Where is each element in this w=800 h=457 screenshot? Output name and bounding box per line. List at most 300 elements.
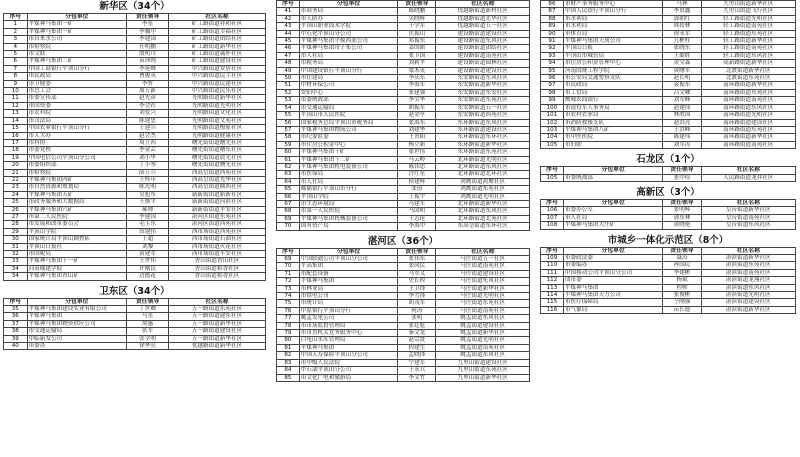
row-unit: 平煤神马集团机电装备公司 xyxy=(299,163,398,170)
row-leader: 陈建忠 xyxy=(127,117,169,124)
row-leader: 程帅 xyxy=(663,284,701,291)
row-unit: 中国工商银行平顶山分行 xyxy=(27,65,127,72)
row-leader: 王振宇 xyxy=(398,193,436,200)
row-leader: 黄曙军 xyxy=(663,67,701,74)
row-unit: 市市场监督管理局 xyxy=(299,322,398,329)
table-row xyxy=(4,258,266,265)
row-number: 36 xyxy=(4,313,28,320)
row-unit: 平煤神马集团十一矿 xyxy=(27,258,127,265)
row-unit: 市交通运输局 xyxy=(299,104,398,111)
row-community: 马庄街道光明社区 xyxy=(436,293,530,300)
row-leader: 刘军峰 xyxy=(663,97,701,104)
row-leader: 张明辉 xyxy=(663,207,701,214)
row-number: 19 xyxy=(4,154,28,161)
table-weidong xyxy=(3,298,266,351)
row-unit: 市发展和改革委员会 xyxy=(27,221,127,228)
row-leader: 李延峰 xyxy=(127,65,169,72)
row-leader: 李文竹 xyxy=(398,374,436,381)
row-unit: 平煤神马集团 xyxy=(27,313,127,320)
row-leader: 梁木英 xyxy=(398,67,436,74)
row-number: 27 xyxy=(4,213,28,220)
table-row xyxy=(4,80,266,87)
row-community: 南环路街道东风社区 xyxy=(701,104,795,111)
row-unit: 市工信局 xyxy=(563,89,662,96)
row-leader: 陈伟忠 xyxy=(398,163,436,170)
table-row xyxy=(4,117,266,124)
table-row xyxy=(277,45,530,52)
row-number: 63 xyxy=(277,171,300,178)
row-community: 南环路街道南苑社区 xyxy=(701,141,795,148)
row-community: 湛滨街道光明社区 xyxy=(701,292,795,299)
row-community: 湛滨街道龙翔社区 xyxy=(701,277,795,284)
row-leader: 杨立新 xyxy=(398,141,436,148)
row-number: 83 xyxy=(277,359,300,366)
row-unit: 河南国规工程学院 xyxy=(563,67,662,74)
row-leader: 吴旭东 xyxy=(127,191,169,198)
row-number: 71 xyxy=(277,270,300,277)
row-unit: 国家统计局平顶山调查队 xyxy=(27,236,127,243)
row-number: 46 xyxy=(277,45,300,52)
row-number: 51 xyxy=(277,82,300,89)
table-row xyxy=(541,306,796,313)
table-row xyxy=(4,36,266,43)
row-number: 43 xyxy=(277,23,300,30)
row-number: 17 xyxy=(4,139,28,146)
header-leader: 责任领导 xyxy=(127,298,169,305)
row-leader: 杨斌 xyxy=(663,277,701,284)
table-row xyxy=(4,21,266,28)
table-row xyxy=(277,38,530,45)
row-community: 轻工路街道南苑社区 xyxy=(701,23,795,30)
table-row xyxy=(4,51,266,58)
row-number: 4 xyxy=(4,43,28,50)
row-unit: 鹰城农商银行 xyxy=(563,97,662,104)
header-unit: 分包单位 xyxy=(27,14,127,21)
row-community: 优越路街道五一社区 xyxy=(436,23,530,30)
row-community: 东安路街道东风社区 xyxy=(436,75,530,82)
row-community: 北环路街道北苑社区 xyxy=(436,215,530,222)
row-community: 光明路街道燎原社区 xyxy=(169,125,266,132)
row-community: 鸿鹰街道东苑社区 xyxy=(436,186,530,193)
row-leader: 王焕平 xyxy=(127,199,169,206)
table-row xyxy=(277,263,530,270)
row-number: 70 xyxy=(277,223,300,230)
row-community: 北环路街道光明社区 xyxy=(436,156,530,163)
row-unit: 市退役军人事务局 xyxy=(563,104,662,111)
row-unit: 中石油平顶山分公司 xyxy=(299,367,398,374)
row-community: 北环路街道新华社区 xyxy=(436,200,530,207)
row-unit: 市农科院 xyxy=(27,110,127,117)
row-leader: 程建生 xyxy=(398,344,436,351)
row-community: 新新街街道平安社区 xyxy=(169,206,266,213)
table-row xyxy=(4,88,266,95)
row-number: 62 xyxy=(277,163,300,170)
header-community: 社区名称 xyxy=(169,298,266,305)
row-unit: 中国人民银行平顶山分行 xyxy=(563,8,662,15)
row-community: 鸿鹰街道鸿鹰社区 xyxy=(436,178,530,185)
row-leader: 苗长德 xyxy=(663,306,701,313)
row-community: 姚孟街道新华社区 xyxy=(436,330,530,337)
row-unit: 市水利局 xyxy=(563,15,662,22)
table-row xyxy=(277,171,530,178)
row-leader: 徐永军 xyxy=(663,30,701,37)
row-number: 57 xyxy=(277,126,300,133)
table-row xyxy=(277,149,530,156)
table-row xyxy=(4,251,266,258)
table-row xyxy=(277,359,530,366)
row-community: 湛滨街道东风社区 xyxy=(701,284,795,291)
table-row xyxy=(4,125,266,132)
row-leader: 吴晓辉 xyxy=(398,15,436,22)
header-community: 社区名称 xyxy=(436,248,530,255)
row-community: 鸿鹰街道光明社区 xyxy=(436,193,530,200)
row-unit: 市委组织部 xyxy=(27,162,127,169)
row-leader: 陈光明 xyxy=(127,184,169,191)
row-leader: 黄宝森 xyxy=(663,60,701,67)
row-number: 7 xyxy=(4,65,28,72)
table-row xyxy=(277,67,530,74)
row-unit: 市统计局 xyxy=(299,300,398,307)
row-number: 61 xyxy=(277,156,300,163)
section-title-zhanhe: 湛河区（36个） xyxy=(367,235,439,247)
row-unit: 平煤神马集团大庄矿 xyxy=(563,222,662,229)
row-community: 轻工路街道新华社区 xyxy=(701,38,795,45)
row-unit: 平高集团 xyxy=(299,263,398,270)
row-number: 70 xyxy=(277,263,300,270)
table-row xyxy=(277,315,530,322)
row-unit: 市民政局 xyxy=(27,73,127,80)
row-leader: 陈晓鹏 xyxy=(398,8,436,15)
table-row xyxy=(277,352,530,359)
row-leader: 赵会杰 xyxy=(127,132,169,139)
row-number: 108 xyxy=(541,222,564,229)
header-leader: 责任领导 xyxy=(663,199,701,206)
table-row xyxy=(541,207,796,214)
row-community: 香山街道稻香社区 xyxy=(169,273,266,280)
row-leader: 赵洪亮 xyxy=(663,119,701,126)
row-community: 中兴路街道民乐社区 xyxy=(169,88,266,95)
row-unit: 市财产事务服务中心 xyxy=(563,1,662,8)
row-number: 40 xyxy=(4,343,28,350)
row-leader: 张晓东 xyxy=(663,45,701,52)
row-number: 73 xyxy=(277,285,300,292)
row-unit: 市住房公积金管理中心 xyxy=(563,60,662,67)
table-row xyxy=(4,306,266,313)
row-community: 建设路街道东风社区 xyxy=(436,38,530,45)
table-row xyxy=(4,228,266,235)
row-unit: 市国资委 xyxy=(27,102,127,109)
row-leader: 李金芸 xyxy=(127,147,169,154)
table-row xyxy=(277,193,530,200)
table-row xyxy=(4,162,266,169)
table-row xyxy=(4,335,266,342)
row-leader: 曹俊英 xyxy=(127,73,169,80)
header-unit: 分包单位 xyxy=(299,1,398,8)
row-community: 曙光街街道曙光社区 xyxy=(169,162,266,169)
row-number: 1 xyxy=(4,21,28,28)
row-number: 34 xyxy=(4,265,28,272)
table-row xyxy=(277,367,530,374)
row-number: 9 xyxy=(4,80,28,87)
table-row xyxy=(541,292,796,299)
row-community: 北环路街道东风社区 xyxy=(436,163,530,170)
row-unit: 邮储银行平顶山市分行 xyxy=(299,186,398,193)
row-community: 建设路街道园林社区 xyxy=(436,60,530,67)
table-row xyxy=(541,15,796,22)
table-row xyxy=(4,147,266,154)
row-leader: 胡茂军 xyxy=(398,300,436,307)
table-row xyxy=(541,38,796,45)
table-row xyxy=(541,52,796,59)
table-body-xinhua xyxy=(4,21,266,280)
row-community: 建设路街道建设社区 xyxy=(436,67,530,74)
row-community: 新新街街道河滨社区 xyxy=(169,199,266,206)
table-zhanhe-continued xyxy=(540,0,796,149)
row-unit: 中国电信公司平顶山分公司 xyxy=(27,154,127,161)
row-community: 东环路街道建设社区 xyxy=(436,126,530,133)
row-leader: 史长程 xyxy=(398,278,436,285)
table-row xyxy=(4,43,266,50)
row-leader: 王世伟 xyxy=(127,258,169,265)
table-row xyxy=(4,73,266,80)
row-community: 矿工路街道祥和社区 xyxy=(169,21,266,28)
row-community: 九里山街道东苑社区 xyxy=(436,367,530,374)
row-number: 23 xyxy=(4,184,28,191)
row-leader: 张伟东 xyxy=(398,256,436,263)
row-number: 102 xyxy=(541,119,564,126)
row-unit: 平煤神马集团机械装备公司 xyxy=(299,215,398,222)
row-leader: 李宝华 xyxy=(398,97,436,104)
row-unit: 平煤神马集团二矿 xyxy=(27,58,127,65)
row-number: 28 xyxy=(4,221,28,228)
row-number: 13 xyxy=(4,110,28,117)
row-unit: 中材环保公司 xyxy=(299,82,398,89)
row-leader: 张廷乾 xyxy=(398,322,436,329)
section-title-weidong: 卫东区（34个） xyxy=(99,285,170,297)
row-community: 南环路街道南苑社区 xyxy=(701,97,795,104)
header-leader: 责任领导 xyxy=(663,247,701,254)
table-row xyxy=(4,243,266,250)
row-unit: 平煤神马集团 xyxy=(563,284,662,291)
table-row xyxy=(541,284,796,291)
row-unit: 市商务局 xyxy=(299,8,398,15)
row-number: 10 xyxy=(4,88,28,95)
row-community: 湛滨街道新华社区 xyxy=(701,306,795,313)
header-leader: 责任领导 xyxy=(127,14,169,21)
table-row xyxy=(4,58,266,65)
row-unit: 市人大办 xyxy=(27,132,127,139)
table-chengxiang xyxy=(540,247,796,315)
row-community: 优越路街道光华社区 xyxy=(436,15,530,22)
row-unit: 平煤神马集团一矿 xyxy=(27,28,127,35)
row-leader: 刘军涛 xyxy=(663,141,701,148)
row-number: 95 xyxy=(541,67,564,74)
row-number: 12 xyxy=(4,102,28,109)
row-leader: 陈建伟 xyxy=(663,134,701,141)
row-number: 68 xyxy=(277,208,300,215)
row-unit: 中国人寿保险平顶山分公司 xyxy=(299,352,398,359)
row-community: 东环路街道东风社区 xyxy=(436,119,530,126)
table-row xyxy=(277,23,530,30)
table-row xyxy=(277,256,530,263)
table-row xyxy=(4,206,266,213)
row-unit: 市委政法委 xyxy=(563,254,662,261)
row-leader: 任明鹏 xyxy=(127,43,169,50)
row-community: 姚孟街道东风社区 xyxy=(436,352,530,359)
row-number: 16 xyxy=(4,132,28,139)
table-row xyxy=(4,343,266,350)
row-number: 21 xyxy=(4,169,28,176)
row-community: 九里山街道新华社区 xyxy=(701,1,795,8)
row-unit: 市卫健委 xyxy=(27,80,127,87)
table-zhanhe xyxy=(276,248,530,382)
header-unit: 分包单位 xyxy=(299,248,398,255)
row-unit: 平煤神马集团十矿 xyxy=(299,149,398,156)
table-row xyxy=(277,186,530,193)
table-xinhua xyxy=(3,13,266,281)
row-number: 81 xyxy=(277,344,300,351)
row-number: 60 xyxy=(277,149,300,156)
row-community: 新新街街道新新社区 xyxy=(169,191,266,198)
row-number: 76 xyxy=(277,307,300,314)
table-row xyxy=(4,221,266,228)
row-community: 东安路街道五一社区 xyxy=(436,104,530,111)
table-row xyxy=(4,169,266,176)
row-unit: 平煤神马集团一矿 xyxy=(27,21,127,28)
column-left xyxy=(3,0,266,350)
row-unit: 平煤神马集团六矿 xyxy=(27,206,127,213)
row-unit: 市检察院 xyxy=(27,169,127,176)
row-number: 44 xyxy=(277,30,300,37)
table-row xyxy=(541,67,796,74)
row-leader: 王志伦 xyxy=(398,215,436,222)
table-body-weidong xyxy=(4,306,266,350)
row-leader: 田建伟 xyxy=(127,228,169,235)
table-row xyxy=(541,126,796,133)
table-row xyxy=(541,112,796,119)
row-number: 2 xyxy=(4,28,28,35)
row-leader: 王贵阳 xyxy=(398,134,436,141)
row-number: 52 xyxy=(277,89,300,96)
row-leader: 张学明 xyxy=(127,335,169,342)
row-community: 东安路街道西苑社区 xyxy=(436,112,530,119)
row-number: 32 xyxy=(4,251,28,258)
row-community: 东环路街道新华社区 xyxy=(436,141,530,148)
row-unit: 市中医医院 xyxy=(563,134,662,141)
row-community: 九里山街道建设社区 xyxy=(436,359,530,366)
row-leader: 李雪锋 xyxy=(398,293,436,300)
row-leader: 周立西 xyxy=(127,139,169,146)
row-community: 姚孟街道东风社区 xyxy=(436,315,530,322)
row-number: 109 xyxy=(541,254,564,261)
row-unit: 中石化平顶山分公司 xyxy=(299,30,398,37)
row-community: 五一路街道东苑社区 xyxy=(169,306,266,313)
row-number: 75 xyxy=(277,300,300,307)
table-body-chengxiang xyxy=(541,254,796,313)
row-community: 马庄街道南苑社区 xyxy=(436,307,530,314)
table-body-col2a xyxy=(277,8,530,230)
row-leader: 张建强 xyxy=(398,89,436,96)
table-shilong xyxy=(540,166,796,182)
row-unit: 市文联 xyxy=(27,51,127,58)
row-community: 马庄街道建设社区 xyxy=(436,270,530,277)
row-number: 84 xyxy=(277,367,300,374)
table-row xyxy=(277,163,530,170)
row-leader: 王卫锋 xyxy=(398,285,436,292)
row-unit: 市消防救援支队 xyxy=(563,119,662,126)
row-community: 光明路街道光明社区 xyxy=(169,102,266,109)
table-body-col3a xyxy=(541,1,796,149)
table-row xyxy=(4,154,266,161)
header-unit: 分包单位 xyxy=(563,199,662,206)
row-number: 41 xyxy=(277,8,300,15)
row-number: 114 xyxy=(541,292,564,299)
row-community: 轻工路街道光明社区 xyxy=(701,15,795,22)
row-number: 103 xyxy=(541,126,564,133)
table-row xyxy=(4,191,266,198)
table-header-row xyxy=(4,298,266,305)
table-row xyxy=(541,119,796,126)
section-title-shilong: 石龙区（1个） xyxy=(636,154,700,166)
row-leader: 李哲 xyxy=(127,80,169,87)
row-community: 东环路街道东环社区 xyxy=(436,134,530,141)
row-community: 北环路街道北环社区 xyxy=(436,171,530,178)
row-community: 曙光街街道晨光社区 xyxy=(169,154,266,161)
header-no: 序号 xyxy=(541,199,564,206)
section-title-chengxiang: 市城乡一体化示范区（8个） xyxy=(607,234,729,246)
row-community: 北环路街道东风社区 xyxy=(436,208,530,215)
header-unit: 分包单位 xyxy=(27,298,127,305)
row-number: 53 xyxy=(277,97,300,104)
row-unit: 市总工会 xyxy=(27,88,127,95)
row-number: 54 xyxy=(277,104,300,111)
row-leader: 吕文卿 xyxy=(663,89,701,96)
row-number: 96 xyxy=(541,75,564,82)
row-unit: 市中级人民法院 xyxy=(299,359,398,366)
table-row xyxy=(541,141,796,148)
row-unit: 市公安局交通警察支队 xyxy=(563,75,662,82)
row-number: 100 xyxy=(541,104,564,111)
table-row xyxy=(277,89,530,96)
table-row xyxy=(277,97,530,104)
table-row xyxy=(4,110,266,117)
row-number: 82 xyxy=(277,352,300,359)
row-leader: 张军 xyxy=(127,328,169,335)
header-leader: 责任领导 xyxy=(398,1,436,8)
row-leader: 郭东林 xyxy=(663,214,701,221)
row-unit: 平顶山市城管局 xyxy=(563,52,662,59)
table-row xyxy=(4,265,266,272)
row-leader: 马建军 xyxy=(398,200,436,207)
row-unit: 市医疗保障局 xyxy=(563,299,662,306)
table-row xyxy=(541,269,796,276)
section-title-gaoxin: 高新区（3个） xyxy=(636,186,700,198)
table-row xyxy=(4,328,266,335)
row-unit: 市委统战部 xyxy=(563,174,662,181)
table-row xyxy=(277,8,530,15)
row-community: 马庄街道东苑社区 xyxy=(436,300,530,307)
row-unit: 平煤神马集团 xyxy=(299,278,398,285)
row-community: 九里山街道新华社区 xyxy=(436,374,530,381)
row-community: 东安路街道东安社区 xyxy=(436,89,530,96)
row-unit: 平煤神马集团天力公司 xyxy=(563,292,662,299)
row-leader: 赵宗贤 xyxy=(398,337,436,344)
header-unit: 分包单位 xyxy=(563,247,662,254)
table-row xyxy=(277,15,530,22)
row-leader: 李建彬 xyxy=(663,269,701,276)
row-number: 47 xyxy=(277,52,300,59)
row-number: 30 xyxy=(4,236,28,243)
